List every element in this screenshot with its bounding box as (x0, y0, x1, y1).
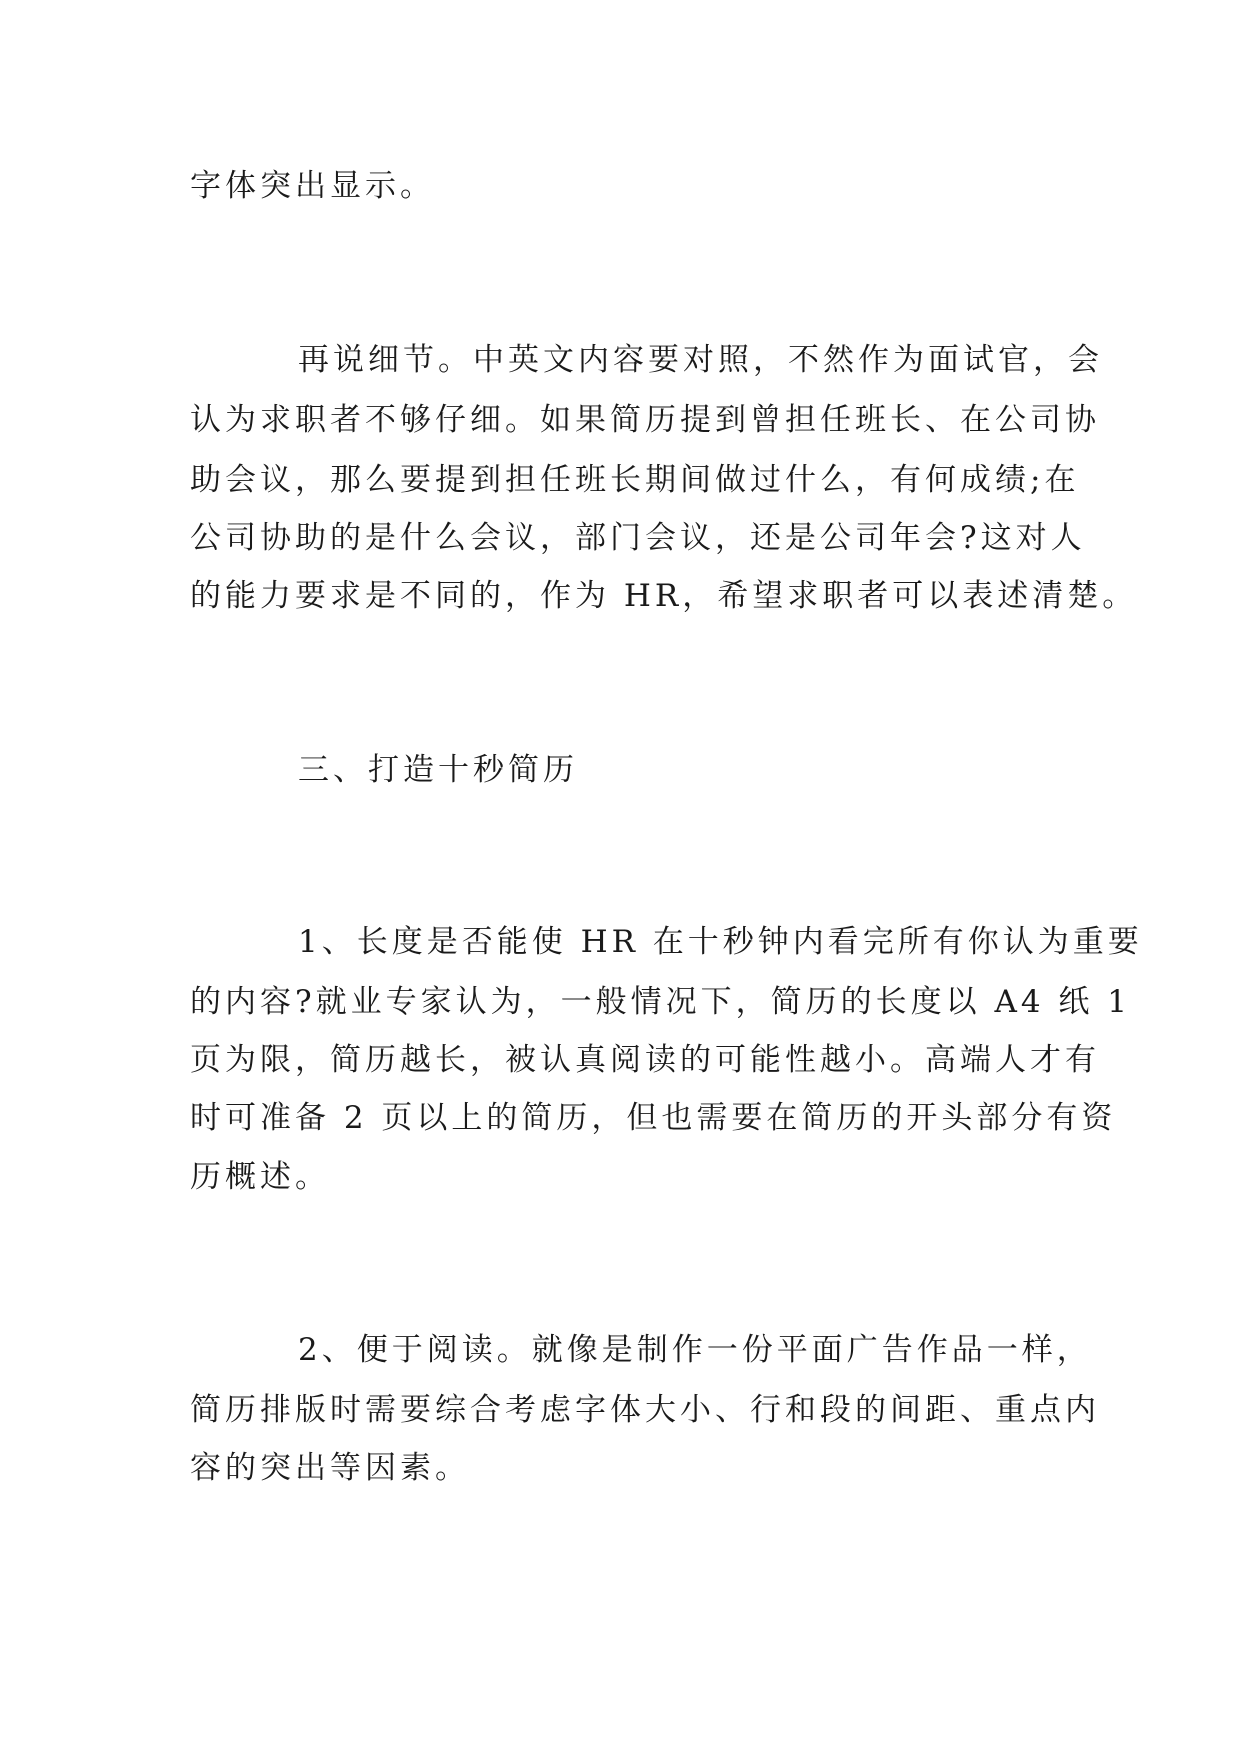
paragraph-line: 简历排版时需要综合考虑字体大小、行和段的间距、重点内 (190, 1392, 1100, 1428)
paragraph-line: 2、便于阅读。就像是制作一份平面广告作品一样， (298, 1332, 1092, 1368)
paragraph-line: 的内容?就业专家认为，一般情况下，简历的长度以 A4 纸 1 (190, 984, 1132, 1020)
paragraph-line: 助会议，那么要提到担任班长期间做过什么，有何成绩;在 (190, 462, 1080, 498)
paragraph-line: 容的突出等因素。 (190, 1450, 470, 1486)
paragraph-line: 字体突出显示。 (190, 168, 435, 204)
paragraph-line: 1、长度是否能使 HR 在十秒钟内看完所有你认为重要 (298, 924, 1143, 960)
paragraph-line: 公司协助的是什么会议，部门会议，还是公司年会?这对人 (190, 520, 1086, 556)
section-heading: 三、打造十秒简历 (298, 752, 578, 788)
paragraph-line: 再说细节。中英文内容要对照，不然作为面试官，会 (298, 342, 1103, 378)
paragraph-line: 的能力要求是不同的，作为 HR，希望求职者可以表述清楚。 (190, 578, 1138, 614)
paragraph-line: 时可准备 2 页以上的简历，但也需要在简历的开头部分有资 (190, 1100, 1117, 1136)
paragraph-line: 认为求职者不够仔细。如果简历提到曾担任班长、在公司协 (190, 402, 1100, 438)
paragraph-line: 历概述。 (190, 1159, 330, 1195)
paragraph-line: 页为限，简历越长，被认真阅读的可能性越小。高端人才有 (190, 1042, 1100, 1078)
